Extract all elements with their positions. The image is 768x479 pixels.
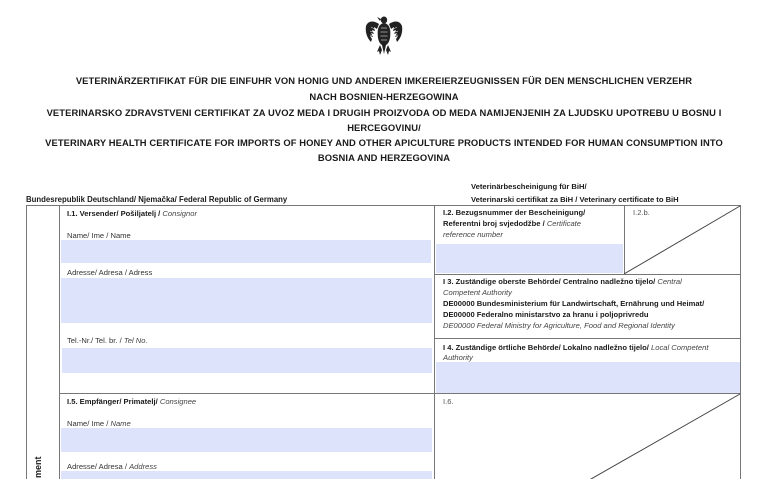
consignee-address-label: Adresse/ Adresa / Address: [67, 462, 157, 471]
federal-eagle-emblem: [362, 12, 406, 58]
vet-cert-label-1: Veterinärbescheinigung für BiH/: [471, 182, 587, 191]
vet-cert-label-2: Veterinarski certifikat za BiH / Veterinary certificate to BiH: [471, 195, 679, 204]
row-divider-i3-i4: [434, 338, 741, 339]
table-left-border: [26, 205, 27, 479]
consignor-name-label: Name/ Ime / Name: [67, 231, 131, 240]
central-authority-block: I 3. Zuständige oberste Behörde/ Centralno nadležno tijelo/ Central Competent Authority DE00000 Bundesministerium für Landwirtschaft, Ernährung und Heimat/ DE00000 Federalno ministarstvo za hranu i poljoprivredu DE00000 Federal Ministry for Agriculture, Food and Regional Identity: [443, 277, 705, 330]
crossed-out-diagonal-i6: [434, 393, 741, 479]
consignee-address-field[interactable]: [61, 471, 432, 479]
crossed-out-diagonal: [624, 205, 741, 275]
title-line-en-2: BOSNIA AND HERZEGOVINA: [317, 152, 451, 163]
title-line-bs-1: VETERINARSKO ZDRAVSTVENI CERTIFIKAT ZA UVOZ MEDA I DRUGIH PROIZVODA OD MEDA NAMIJENJENIH ZA LJUDSKU UPOTREBU U BOSNU I: [46, 107, 722, 118]
reference-sub-label: I.2.b.: [633, 208, 650, 217]
consignee-heading: I.5. Empfänger/ Primatelj/ Consignee: [67, 397, 197, 406]
title-line-en-1: VETERINARY HEALTH CERTIFICATE FOR IMPORTS OF HONEY AND OTHER APICULTURE PRODUCTS INTENDED FOR HUMAN CONSUMPTION INTO: [45, 137, 723, 148]
consignor-tel-field[interactable]: [62, 348, 432, 373]
country-label: Bundesrepublik Deutschland/ Njemačka/ Federal Republic of Germany: [26, 195, 288, 204]
title-line-bs-2: HERCEGOVINU/: [347, 122, 421, 133]
local-authority-heading: I 4. Zuständige örtliche Behörde/ Lokalno nadležno tijelo/ Local Competent Authority: [443, 343, 709, 362]
reference-number-field[interactable]: [436, 244, 623, 273]
reference-heading: I.2. Bezugsnummer der Bescheinigung/ Referentni broj svjedodžbe / Certificate reference number: [443, 208, 586, 239]
consignor-heading: I.1. Versender/ Pošiljatelj / Consignor: [67, 209, 198, 218]
consignee-name-label: Name/ Ime / Name: [67, 419, 131, 428]
title-line-de-2: NACH BOSNIEN-HERZEGOWINA: [309, 91, 459, 102]
title-line-de-1: VETERINÄRZERTIFIKAT FÜR DIE EINFUHR VON HONIG UND ANDEREN IMKEREIERZEUGNISSEN FÜR DEN MENSCHLICHEN VERZEHR: [75, 75, 693, 86]
consignor-address-field[interactable]: [61, 278, 432, 323]
consignor-name-field[interactable]: [61, 240, 431, 263]
consignee-name-field[interactable]: [61, 428, 432, 452]
consignor-address-label: Adresse/ Adresa / Adress: [67, 268, 153, 277]
side-label-consignment: ment: [33, 456, 43, 478]
box-i6-label: I.6.: [443, 397, 454, 406]
side-column-border: [59, 205, 60, 479]
local-authority-field[interactable]: [436, 362, 740, 393]
consignor-tel-label: Tel.-Nr./ Tel. br. / Tel No.: [67, 336, 148, 345]
